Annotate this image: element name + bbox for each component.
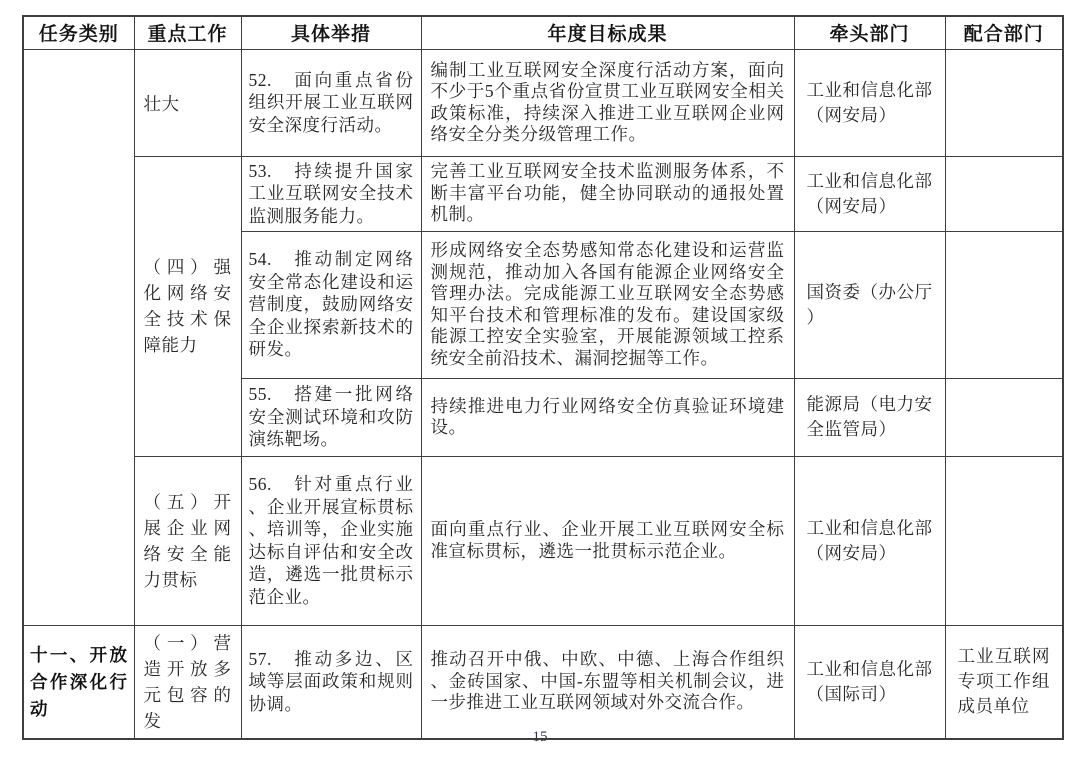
cell-lead-52: 工业和信息化部（网安局） <box>794 49 945 156</box>
header-key-work: 重点工作 <box>134 16 241 49</box>
table-header-row <box>23 16 1063 49</box>
cell-support-52 <box>945 49 1063 156</box>
cell-lead-57: 工业和信息化部（国际司） <box>794 625 945 739</box>
cell-work-52: 壮大 <box>134 49 241 156</box>
cell-work-56: （五）开展企业网络安全能力贯标 <box>134 456 241 625</box>
cell-measure-55: 55. 搭建一批网络安全测试环境和攻防演练靶场。 <box>241 378 421 456</box>
page-number: 15 <box>532 729 548 745</box>
header-task-category: 任务类别 <box>23 16 134 49</box>
cell-work-53-55: （四）强化网络安全技术保障能力 <box>134 156 241 456</box>
cell-lead-55: 能源局（电力安全监管局） <box>794 378 945 456</box>
cell-support-54 <box>945 231 1063 378</box>
cell-support-57: 工业互联网专项工作组成员单位 <box>945 625 1063 739</box>
cell-support-53 <box>945 156 1063 231</box>
header-annual-target: 年度目标成果 <box>421 16 794 49</box>
cell-category-52-56 <box>23 49 134 625</box>
header-support-department: 配合部门 <box>945 16 1063 49</box>
table-row <box>23 456 1063 625</box>
cell-support-55 <box>945 378 1063 456</box>
header-lead-department: 牵头部门 <box>794 16 945 49</box>
cell-target-53: 完善工业互联网安全技术监测服务体系，不断丰富平台功能，健全协同联动的通报处置机制。 <box>421 156 794 231</box>
cell-support-56 <box>945 456 1063 625</box>
cell-target-56: 面向重点行业、企业开展工业互联网安全标准宣标贯标，遴选一批贯标示范企业。 <box>421 456 794 625</box>
task-table <box>22 15 1064 740</box>
cell-target-57: 推动召开中俄、中欧、中德、上海合作组织、金砖国家、中国-东盟等相关机制会议，进一步推进工业互联网领域对外交流合作。 <box>421 625 794 739</box>
cell-lead-53: 工业和信息化部（网安局） <box>794 156 945 231</box>
cell-measure-57: 57. 推动多边、区域等层面政策和规则协调。 <box>241 625 421 739</box>
table-row <box>23 49 1063 156</box>
cell-category-57: 十一、开放合作深化行动 <box>23 625 134 739</box>
cell-work-57: （一）营造开放多元包容的发 <box>134 625 241 739</box>
cell-measure-56: 56. 针对重点行业、企业开展宣标贯标、培训等，企业实施达标自评估和安全改造，遴选一批贯标示范企业。 <box>241 456 421 625</box>
cell-measure-53: 53. 持续提升国家工业互联网安全技术监测服务能力。 <box>241 156 421 231</box>
cell-target-54: 形成网络安全态势感知常态化建设和运营监测规范，推动加入各国有能源企业网络安全管理办法。完成能源工业互联网安全态势感知平台技术和管理标准的发布。建设国家级能源工控安全实验室，开展能源领域工控系统安全前沿技术、漏洞挖掘等工作。 <box>421 231 794 378</box>
cell-measure-54: 54. 推动制定网络安全常态化建设和运营制度，鼓励网络安全企业探索新技术的研发。 <box>241 231 421 378</box>
cell-measure-52: 52. 面向重点省份组织开展工业互联网安全深度行活动。 <box>241 49 421 156</box>
cell-target-52: 编制工业互联网安全深度行活动方案，面向不少于5个重点省份宣贯工业互联网安全相关政策标准，持续深入推进工业互联网企业网络安全分类分级管理工作。 <box>421 49 794 156</box>
cell-target-55: 持续推进电力行业网络安全仿真验证环境建设。 <box>421 378 794 456</box>
table-row <box>23 625 1063 739</box>
cell-lead-54: 国资委（办公厅） <box>794 231 945 378</box>
header-specific-measures: 具体举措 <box>241 16 421 49</box>
table-row <box>23 156 1063 231</box>
cell-lead-56: 工业和信息化部（网安局） <box>794 456 945 625</box>
